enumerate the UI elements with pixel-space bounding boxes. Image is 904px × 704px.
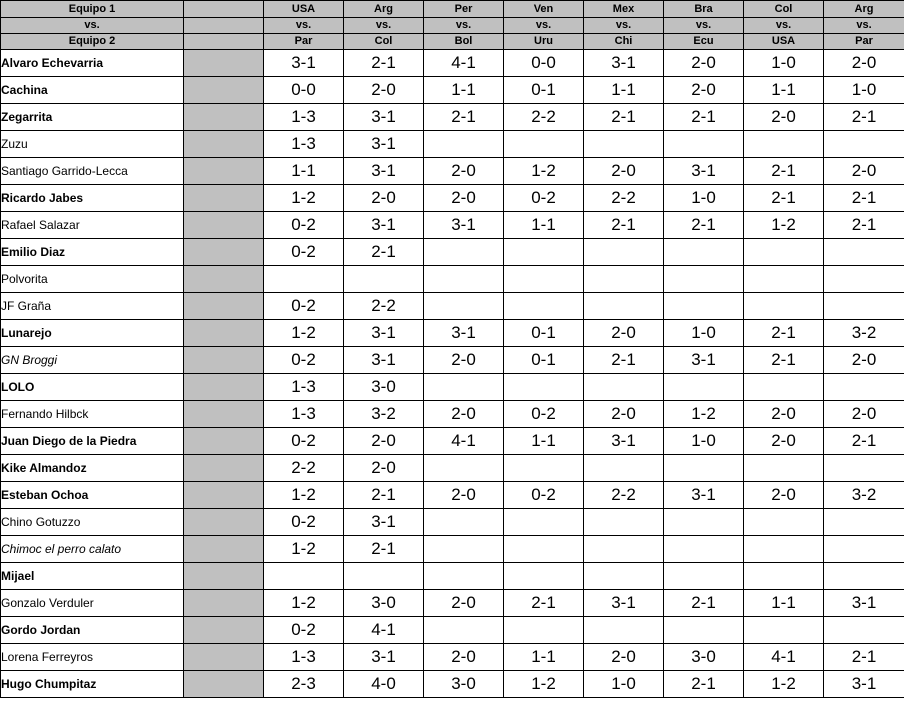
score-cell[interactable]: 2-2	[504, 104, 584, 131]
score-cell[interactable]: 2-1	[824, 644, 904, 671]
table-row	[1, 617, 904, 644]
score-cell[interactable]: 2-0	[584, 644, 664, 671]
score-cell[interactable]: 3-1	[824, 590, 904, 617]
score-cell[interactable]	[744, 239, 824, 266]
header-match-team2-cell[interactable]: Par	[824, 34, 904, 50]
score-cell[interactable]	[424, 374, 504, 401]
score-cell[interactable]: 2-0	[664, 50, 744, 77]
score-cell[interactable]	[264, 563, 344, 590]
score-cell[interactable]: 2-1	[664, 590, 744, 617]
score-cell[interactable]	[584, 617, 664, 644]
participant-name-cell[interactable]: LOLO	[1, 374, 184, 401]
score-cell[interactable]: 2-1	[344, 536, 424, 563]
score-cell[interactable]: 2-1	[744, 347, 824, 374]
score-cell[interactable]: 2-1	[664, 212, 744, 239]
participant-name-cell[interactable]: Alvaro Echevarria	[1, 50, 184, 77]
score-cell[interactable]: 2-0	[584, 158, 664, 185]
score-cell[interactable]: 2-1	[744, 158, 824, 185]
score-cell[interactable]: 2-0	[584, 401, 664, 428]
participant-name-cell[interactable]: Chimoc el perro calato	[1, 536, 184, 563]
table-row	[1, 482, 904, 509]
score-cell[interactable]	[744, 617, 824, 644]
header-label-cell[interactable]: vs.	[1, 18, 184, 34]
score-cell[interactable]: 0-1	[504, 77, 584, 104]
score-cell[interactable]: 1-1	[504, 212, 584, 239]
score-cell[interactable]: 2-1	[584, 104, 664, 131]
table-row	[1, 77, 904, 104]
header-match-vs-cell[interactable]: vs.	[584, 18, 664, 34]
score-cell[interactable]: 1-2	[744, 671, 824, 698]
header-match-vs-cell[interactable]: vs.	[664, 18, 744, 34]
score-cell[interactable]	[584, 131, 664, 158]
participant-name-cell[interactable]: Kike Almandoz	[1, 455, 184, 482]
score-cell[interactable]	[664, 293, 744, 320]
score-cell[interactable]: 2-0	[424, 158, 504, 185]
score-cell[interactable]: 3-0	[424, 671, 504, 698]
score-cell[interactable]	[264, 266, 344, 293]
score-cell[interactable]: 2-1	[824, 185, 904, 212]
score-cell[interactable]: 0-2	[264, 509, 344, 536]
blank-column-cell[interactable]	[184, 1, 264, 18]
score-cell[interactable]: 3-0	[664, 644, 744, 671]
header-match-team2-cell[interactable]: Bol	[424, 34, 504, 50]
table-row	[1, 320, 904, 347]
score-cell[interactable]: 2-2	[264, 455, 344, 482]
score-cell[interactable]: 2-0	[824, 347, 904, 374]
header-match-vs-cell[interactable]: vs.	[424, 18, 504, 34]
header-match-team1-cell[interactable]: Ven	[504, 1, 584, 18]
blank-column-cell[interactable]	[184, 131, 264, 158]
score-cell[interactable]: 0-1	[504, 347, 584, 374]
score-cell[interactable]	[664, 455, 744, 482]
score-cell[interactable]	[584, 374, 664, 401]
score-cell[interactable]: 1-2	[264, 482, 344, 509]
score-cell[interactable]: 3-1	[344, 131, 424, 158]
table-row	[1, 536, 904, 563]
score-cell[interactable]	[504, 266, 584, 293]
score-cell[interactable]: 3-1	[664, 482, 744, 509]
score-cell[interactable]	[584, 536, 664, 563]
score-cell[interactable]	[744, 563, 824, 590]
score-cell[interactable]: 2-0	[424, 347, 504, 374]
score-cell[interactable]: 1-2	[264, 185, 344, 212]
score-cell[interactable]: 2-0	[424, 644, 504, 671]
score-cell[interactable]	[744, 509, 824, 536]
score-cell[interactable]: 2-2	[584, 185, 664, 212]
score-cell[interactable]	[584, 563, 664, 590]
score-cell[interactable]: 1-2	[744, 212, 824, 239]
table-row	[1, 428, 904, 455]
score-cell[interactable]: 2-1	[744, 320, 824, 347]
score-cell[interactable]	[424, 266, 504, 293]
score-cell[interactable]: 3-1	[264, 50, 344, 77]
score-cell[interactable]: 2-1	[744, 185, 824, 212]
blank-column-cell[interactable]	[184, 509, 264, 536]
participant-name-cell[interactable]: Emilio Diaz	[1, 239, 184, 266]
header-match-vs-cell[interactable]: vs.	[824, 18, 904, 34]
participant-name-cell[interactable]: Esteban Ochoa	[1, 482, 184, 509]
participant-name-cell[interactable]: Juan Diego de la Piedra	[1, 428, 184, 455]
score-cell[interactable]: 1-3	[264, 374, 344, 401]
score-cell[interactable]	[424, 563, 504, 590]
header-label-cell[interactable]: Equipo 2	[1, 34, 184, 50]
participant-name-cell[interactable]: Polvorita	[1, 266, 184, 293]
score-cell[interactable]: 1-1	[504, 644, 584, 671]
score-cell[interactable]: 3-1	[344, 644, 424, 671]
score-cell[interactable]	[824, 266, 904, 293]
header-match-team1-cell[interactable]: USA	[264, 1, 344, 18]
score-cell[interactable]	[424, 509, 504, 536]
blank-column-cell[interactable]	[184, 347, 264, 374]
score-cell[interactable]	[744, 536, 824, 563]
score-cell[interactable]: 0-2	[264, 347, 344, 374]
score-cell[interactable]	[344, 266, 424, 293]
score-cell[interactable]: 3-1	[344, 320, 424, 347]
score-cell[interactable]: 3-1	[344, 158, 424, 185]
header-match-team2-cell[interactable]: Uru	[504, 34, 584, 50]
score-cell[interactable]	[664, 374, 744, 401]
score-cell[interactable]: 1-0	[664, 185, 744, 212]
score-cell[interactable]: 0-0	[504, 50, 584, 77]
score-cell[interactable]: 3-1	[664, 347, 744, 374]
header-match-team2-cell[interactable]: USA	[744, 34, 824, 50]
score-cell[interactable]: 3-1	[584, 50, 664, 77]
participant-name-cell[interactable]: Cachina	[1, 77, 184, 104]
score-cell[interactable]: 3-2	[344, 401, 424, 428]
score-cell[interactable]: 2-2	[344, 293, 424, 320]
score-cell[interactable]	[504, 563, 584, 590]
score-cell[interactable]	[504, 131, 584, 158]
table-row	[1, 131, 904, 158]
score-cell[interactable]: 2-0	[344, 185, 424, 212]
table-row	[1, 104, 904, 131]
header-match-team2-cell[interactable]: Chi	[584, 34, 664, 50]
score-cell[interactable]	[824, 536, 904, 563]
participant-rows	[1, 50, 904, 698]
header-vs-row	[1, 18, 904, 34]
score-cell[interactable]: 0-2	[264, 239, 344, 266]
blank-column-cell[interactable]	[184, 482, 264, 509]
score-cell[interactable]: 2-0	[424, 401, 504, 428]
participant-name-cell[interactable]: Rafael Salazar	[1, 212, 184, 239]
table-row	[1, 671, 904, 698]
score-cell[interactable]	[664, 239, 744, 266]
header-match-team2-cell[interactable]: Col	[344, 34, 424, 50]
table-row	[1, 239, 904, 266]
participant-name-cell[interactable]: Zuzu	[1, 131, 184, 158]
score-cell[interactable]	[824, 131, 904, 158]
blank-column-cell[interactable]	[184, 212, 264, 239]
score-cell[interactable]: 3-2	[824, 320, 904, 347]
score-cell[interactable]	[744, 266, 824, 293]
score-cell[interactable]: 1-1	[744, 590, 824, 617]
score-cell[interactable]: 2-1	[824, 428, 904, 455]
participant-name-cell[interactable]: Zegarrita	[1, 104, 184, 131]
score-cell[interactable]: 1-2	[264, 536, 344, 563]
score-cell[interactable]: 2-1	[664, 671, 744, 698]
score-cell[interactable]	[584, 509, 664, 536]
score-cell[interactable]	[504, 617, 584, 644]
blank-column-cell[interactable]	[184, 158, 264, 185]
score-cell[interactable]: 1-3	[264, 131, 344, 158]
table-row	[1, 50, 904, 77]
header-match-vs-cell[interactable]: vs.	[744, 18, 824, 34]
participant-name-cell[interactable]: Gordo Jordan	[1, 617, 184, 644]
score-cell[interactable]	[744, 131, 824, 158]
score-cell[interactable]: 2-0	[744, 482, 824, 509]
table-row	[1, 401, 904, 428]
score-cell[interactable]: 2-0	[744, 428, 824, 455]
table-row	[1, 455, 904, 482]
score-cell[interactable]	[824, 509, 904, 536]
score-cell[interactable]: 2-0	[344, 455, 424, 482]
score-cell[interactable]: 3-1	[424, 212, 504, 239]
score-cell[interactable]: 2-0	[664, 77, 744, 104]
score-cell[interactable]: 0-2	[504, 185, 584, 212]
score-cell[interactable]: 4-1	[424, 428, 504, 455]
header-match-vs-cell[interactable]: vs.	[504, 18, 584, 34]
score-cell[interactable]: 1-3	[264, 401, 344, 428]
blank-column-cell[interactable]	[184, 428, 264, 455]
score-cell[interactable]	[424, 293, 504, 320]
blank-column-cell[interactable]	[184, 185, 264, 212]
score-cell[interactable]: 3-1	[424, 320, 504, 347]
blank-column-cell[interactable]	[184, 374, 264, 401]
header-match-team1-cell[interactable]: Arg	[344, 1, 424, 18]
score-cell[interactable]	[824, 374, 904, 401]
score-cell[interactable]: 2-0	[424, 482, 504, 509]
participant-name-cell[interactable]: JF Graña	[1, 293, 184, 320]
blank-column-cell[interactable]	[184, 617, 264, 644]
score-cell[interactable]	[744, 455, 824, 482]
score-cell[interactable]	[424, 131, 504, 158]
score-cell[interactable]: 1-0	[824, 77, 904, 104]
score-cell[interactable]: 2-1	[584, 212, 664, 239]
score-cell[interactable]	[664, 617, 744, 644]
score-cell[interactable]: 1-3	[264, 104, 344, 131]
score-cell[interactable]: 3-1	[824, 671, 904, 698]
score-cell[interactable]: 3-0	[344, 590, 424, 617]
blank-column-cell[interactable]	[184, 320, 264, 347]
blank-column-cell[interactable]	[184, 563, 264, 590]
score-cell[interactable]: 2-0	[424, 185, 504, 212]
score-cell[interactable]: 2-0	[344, 77, 424, 104]
score-cell[interactable]	[504, 509, 584, 536]
score-cell[interactable]: 4-1	[424, 50, 504, 77]
blank-column-cell[interactable]	[184, 239, 264, 266]
score-cell[interactable]	[424, 455, 504, 482]
score-cell[interactable]: 1-1	[424, 77, 504, 104]
score-cell[interactable]	[824, 563, 904, 590]
score-cell[interactable]: 2-0	[824, 50, 904, 77]
score-cell[interactable]: 2-0	[424, 590, 504, 617]
participant-name-cell[interactable]: GN Broggi	[1, 347, 184, 374]
header-match-team2-cell[interactable]: Ecu	[664, 34, 744, 50]
score-cell[interactable]	[584, 293, 664, 320]
score-cell[interactable]	[664, 509, 744, 536]
score-cell[interactable]: 1-0	[584, 671, 664, 698]
score-cell[interactable]	[824, 239, 904, 266]
score-cell[interactable]: 2-2	[584, 482, 664, 509]
score-cell[interactable]: 3-1	[584, 428, 664, 455]
score-cell[interactable]: 1-0	[664, 320, 744, 347]
score-cell[interactable]: 1-2	[504, 671, 584, 698]
participant-name-cell[interactable]: Hugo Chumpitaz	[1, 671, 184, 698]
score-cell[interactable]: 2-1	[424, 104, 504, 131]
blank-column-cell[interactable]	[184, 18, 264, 34]
score-cell[interactable]	[664, 536, 744, 563]
score-cell[interactable]: 2-0	[744, 104, 824, 131]
score-cell[interactable]: 2-0	[824, 401, 904, 428]
score-cell[interactable]: 1-2	[664, 401, 744, 428]
header-match-team1-cell[interactable]: Col	[744, 1, 824, 18]
score-cell[interactable]	[504, 239, 584, 266]
score-cell[interactable]	[344, 563, 424, 590]
participant-name-cell[interactable]: Gonzalo Verduler	[1, 590, 184, 617]
table-row	[1, 563, 904, 590]
header-rows	[1, 1, 904, 50]
score-cell[interactable]: 2-1	[824, 104, 904, 131]
score-cell[interactable]	[584, 239, 664, 266]
blank-column-cell[interactable]	[184, 644, 264, 671]
score-cell[interactable]	[744, 374, 824, 401]
blank-column-cell[interactable]	[184, 536, 264, 563]
score-cell[interactable]: 0-0	[264, 77, 344, 104]
score-cell[interactable]: 3-1	[344, 212, 424, 239]
score-cell[interactable]: 0-2	[264, 617, 344, 644]
blank-column-cell[interactable]	[184, 34, 264, 50]
participant-name-cell[interactable]: Ricardo Jabes	[1, 185, 184, 212]
score-cell[interactable]: 1-2	[264, 320, 344, 347]
score-cell[interactable]	[824, 293, 904, 320]
score-cell[interactable]	[824, 455, 904, 482]
blank-column-cell[interactable]	[184, 104, 264, 131]
score-cell[interactable]: 1-1	[584, 77, 664, 104]
score-cell[interactable]: 3-1	[344, 104, 424, 131]
score-cell[interactable]: 3-2	[824, 482, 904, 509]
score-cell[interactable]: 1-0	[664, 428, 744, 455]
score-cell[interactable]: 3-1	[664, 158, 744, 185]
score-cell[interactable]: 2-0	[584, 320, 664, 347]
header-match-vs-cell[interactable]: vs.	[344, 18, 424, 34]
blank-column-cell[interactable]	[184, 401, 264, 428]
score-cell[interactable]: 0-1	[504, 320, 584, 347]
score-cell[interactable]: 2-1	[344, 50, 424, 77]
score-cell[interactable]: 2-1	[584, 347, 664, 374]
header-match-team1-cell[interactable]: Per	[424, 1, 504, 18]
table-row	[1, 374, 904, 401]
score-cell[interactable]: 0-2	[264, 212, 344, 239]
table-row	[1, 266, 904, 293]
header-team1-row	[1, 1, 904, 18]
blank-column-cell[interactable]	[184, 671, 264, 698]
participant-name-cell[interactable]: Chino Gotuzzo	[1, 509, 184, 536]
header-match-vs-cell[interactable]: vs.	[264, 18, 344, 34]
score-cell[interactable]	[424, 239, 504, 266]
participant-name-cell[interactable]: Santiago Garrido-Lecca	[1, 158, 184, 185]
score-cell[interactable]: 1-2	[504, 158, 584, 185]
score-cell[interactable]	[824, 617, 904, 644]
blank-column-cell[interactable]	[184, 50, 264, 77]
header-match-team2-cell[interactable]: Par	[264, 34, 344, 50]
score-cell[interactable]: 0-2	[504, 482, 584, 509]
table-row	[1, 590, 904, 617]
table-row	[1, 158, 904, 185]
header-match-team1-cell[interactable]: Mex	[584, 1, 664, 18]
score-cell[interactable]	[584, 455, 664, 482]
score-cell[interactable]: 1-3	[264, 644, 344, 671]
score-cell[interactable]	[504, 536, 584, 563]
table-row	[1, 509, 904, 536]
blank-column-cell[interactable]	[184, 590, 264, 617]
table-row	[1, 644, 904, 671]
score-cell[interactable]: 3-1	[344, 347, 424, 374]
score-cell[interactable]: 3-1	[344, 509, 424, 536]
header-label-cell[interactable]: Equipo 1	[1, 1, 184, 18]
score-cell[interactable]: 1-1	[264, 158, 344, 185]
score-cell[interactable]	[424, 536, 504, 563]
participant-name-cell[interactable]: Lorena Ferreyros	[1, 644, 184, 671]
score-cell[interactable]: 2-1	[664, 104, 744, 131]
blank-column-cell[interactable]	[184, 293, 264, 320]
score-cell[interactable]	[424, 617, 504, 644]
header-team2-row	[1, 34, 904, 50]
score-cell[interactable]: 2-1	[504, 590, 584, 617]
blank-column-cell[interactable]	[184, 266, 264, 293]
score-cell[interactable]: 3-1	[584, 590, 664, 617]
table-row	[1, 185, 904, 212]
score-cell[interactable]: 1-0	[744, 50, 824, 77]
score-cell[interactable]: 3-0	[344, 374, 424, 401]
score-cell[interactable]: 4-1	[344, 617, 424, 644]
score-cell[interactable]: 2-1	[344, 239, 424, 266]
participant-name-cell[interactable]: Fernando Hilbck	[1, 401, 184, 428]
score-cell[interactable]: 4-0	[344, 671, 424, 698]
blank-column-cell[interactable]	[184, 455, 264, 482]
blank-column-cell[interactable]	[184, 77, 264, 104]
score-cell[interactable]: 2-3	[264, 671, 344, 698]
score-cell[interactable]	[584, 266, 664, 293]
score-cell[interactable]: 0-2	[264, 428, 344, 455]
table-row	[1, 347, 904, 374]
score-cell[interactable]: 1-1	[504, 428, 584, 455]
score-cell[interactable]: 1-1	[744, 77, 824, 104]
score-cell[interactable]: 2-0	[744, 401, 824, 428]
header-match-team1-cell[interactable]: Bra	[664, 1, 744, 18]
score-cell[interactable]: 0-2	[504, 401, 584, 428]
score-cell[interactable]: 2-1	[344, 482, 424, 509]
score-cell[interactable]: 4-1	[744, 644, 824, 671]
score-cell[interactable]	[664, 563, 744, 590]
participant-name-cell[interactable]: Mijael	[1, 563, 184, 590]
score-cell[interactable]: 2-0	[344, 428, 424, 455]
score-cell[interactable]	[744, 293, 824, 320]
participant-name-cell[interactable]: Lunarejo	[1, 320, 184, 347]
score-cell[interactable]: 0-2	[264, 293, 344, 320]
table-row	[1, 212, 904, 239]
table-row	[1, 293, 904, 320]
score-cell[interactable]	[664, 266, 744, 293]
header-match-team1-cell[interactable]: Arg	[824, 1, 904, 18]
score-cell[interactable]: 2-0	[824, 158, 904, 185]
score-cell[interactable]: 1-2	[264, 590, 344, 617]
score-cell[interactable]	[504, 374, 584, 401]
score-cell[interactable]	[504, 293, 584, 320]
score-cell[interactable]: 2-1	[824, 212, 904, 239]
score-cell[interactable]	[504, 455, 584, 482]
score-cell[interactable]	[664, 131, 744, 158]
